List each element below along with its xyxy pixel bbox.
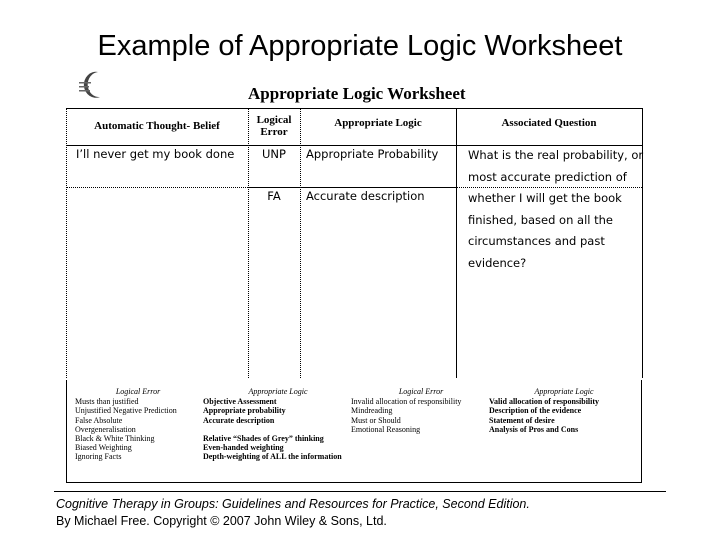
- publisher-logo: [78, 70, 104, 100]
- logic-cell: Accurate description: [306, 189, 425, 203]
- footer-divider: [54, 491, 666, 492]
- error-cell: FA: [267, 189, 281, 203]
- legend-entry: Description of the evidence: [489, 406, 582, 416]
- legend-entry: Black & White Thinking: [75, 434, 155, 444]
- legend-entry: Objective Assessment: [203, 397, 277, 407]
- legend-header: Logical Error: [398, 387, 444, 396]
- legend-entry: Biased Weighting: [75, 443, 132, 453]
- col-header-error: Logical Error: [256, 114, 292, 138]
- citation-footer: [56, 496, 530, 530]
- legend-entry: Mindreading: [351, 406, 393, 416]
- col-header-question: Associated Question: [501, 117, 597, 129]
- legend-entry: Relative “Shades of Grey” thinking: [203, 434, 324, 443]
- citation-line-1: Cognitive Therapy in Groups: Guidelines and Resources for Practice, Second Edition.: [56, 497, 530, 511]
- legend-entry: Valid allocation of responsibility: [489, 397, 600, 407]
- legend-entry: Accurate description: [203, 415, 275, 425]
- legend-header: Appropriate Logic: [248, 387, 308, 396]
- logical-error-legend: [66, 380, 642, 483]
- legend-entry: Unjustified Negative Prediction: [75, 406, 177, 416]
- legend-left-errors: [75, 387, 201, 462]
- legend-entry: False Absolute: [75, 415, 123, 425]
- legend-left-logic: [203, 387, 353, 462]
- legend-entry: Emotional Reasoning: [351, 424, 421, 434]
- thought-cell: I’ll never get my book done: [76, 147, 235, 161]
- legend-entry: Musts than justified: [75, 397, 139, 407]
- legend-entry: Even-handed weighting: [203, 443, 284, 453]
- legend-header: Logical Error: [115, 387, 161, 396]
- legend-entry: Statement of desire: [489, 415, 555, 425]
- worksheet-title: Appropriate Logic Worksheet: [248, 84, 466, 103]
- question-cell: What is the real probability, or most accurate prediction of whether I will get the book finished, based on all the circumstances and past evidence?: [468, 148, 644, 270]
- legend-entry: Must or Should: [351, 415, 401, 425]
- legend-header: Appropriate Logic: [534, 387, 594, 396]
- legend-entry: Ignoring Facts: [75, 452, 122, 462]
- col-header-logic: Appropriate Logic: [334, 117, 422, 129]
- logic-cell: Appropriate Probability: [306, 147, 439, 161]
- legend-right-logic: [489, 387, 639, 434]
- col-header-thought: Automatic Thought- Belief: [94, 120, 220, 132]
- error-cell: UNP: [262, 147, 286, 161]
- legend-entry: Appropriate probability: [203, 406, 286, 416]
- legend-entry: Analysis of Pros and Cons: [489, 424, 579, 434]
- legend-entry: [203, 425, 353, 434]
- legend-right-errors: [351, 387, 491, 434]
- legend-entry: Depth-weighting of ALL the information: [203, 452, 342, 462]
- legend-entry: Overgeneralisation: [75, 424, 136, 434]
- citation-line-2: By Michael Free. Copyright © 2007 John Wiley & Sons, Ltd.: [56, 514, 387, 528]
- slide-title: Example of Appropriate Logic Worksheet: [97, 30, 623, 62]
- legend-entry: Invalid allocation of responsibility: [351, 397, 462, 407]
- worksheet-table: [66, 108, 642, 378]
